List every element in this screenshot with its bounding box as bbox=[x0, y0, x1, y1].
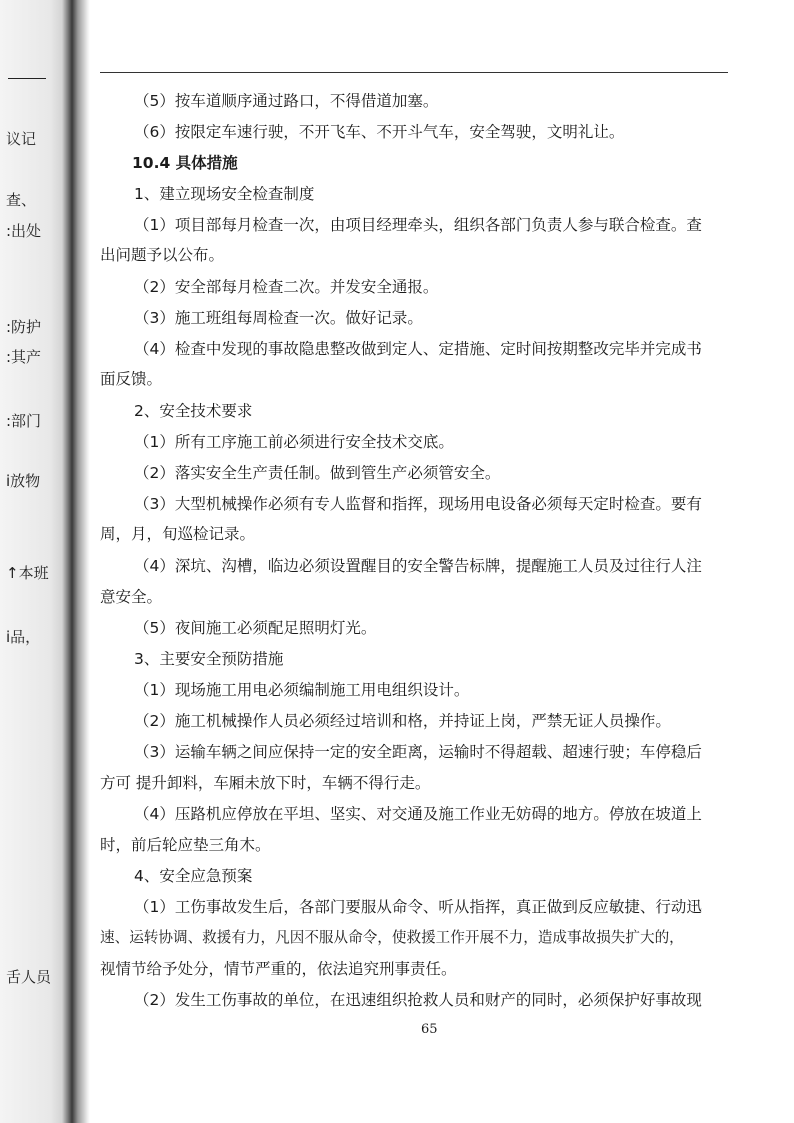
body-text-line: （1）现场施工用电必须编制施工用电组织设计。 bbox=[134, 681, 470, 699]
left-page-rule bbox=[8, 78, 46, 79]
subsection-heading: 1、建立现场安全检查制度 bbox=[134, 185, 315, 203]
body-text-line: （1）项目部每月检查一次，由项目经理牵头，组织各部门负责人参与联合检查。查 bbox=[134, 216, 702, 234]
body-text-line: （3）运输车辆之间应保持一定的安全距离，运输时不得超载、超速行驶；车停稳后 bbox=[134, 743, 702, 761]
body-text-line: （5）夜间施工必须配足照明灯光。 bbox=[134, 619, 377, 637]
body-text-line: （3）施工班组每周检查一次。做好记录。 bbox=[134, 309, 423, 327]
body-text-line: 出问题予以公布。 bbox=[100, 246, 225, 264]
header-rule bbox=[100, 72, 728, 73]
margin-fragment: :出处 bbox=[6, 222, 42, 240]
body-text-line: （4）压路机应停放在平坦、坚实、对交通及施工作业无妨碍的地方。停放在坡道上 bbox=[134, 805, 702, 823]
margin-fragment: i放物 bbox=[6, 472, 41, 490]
body-text-line: （1）工伤事故发生后，各部门要服从命令、听从指挥，真正做到反应敏捷、行动迅 bbox=[134, 898, 702, 916]
body-text-line: （2）落实安全生产责任制。做到管生产必须管安全。 bbox=[134, 464, 501, 482]
body-text-line: （1）所有工序施工前必须进行安全技术交底。 bbox=[134, 433, 454, 451]
body-text-line: （3）大型机械操作必须有专人监督和指挥，现场用电设备必须每天定时检查。要有 bbox=[134, 495, 702, 513]
margin-fragment: 议记 bbox=[6, 130, 37, 148]
margin-fragment: 舌人员 bbox=[6, 968, 52, 986]
body-text-line: （5）按车道顺序通过路口，不得借道加塞。 bbox=[134, 92, 439, 110]
subsection-heading: 3、主要安全预防措施 bbox=[134, 650, 284, 668]
body-text-line: 时，前后轮应垫三角木。 bbox=[100, 836, 271, 854]
body-text-line: 意安全。 bbox=[100, 588, 163, 606]
subsection-heading: 4、安全应急预案 bbox=[134, 867, 253, 885]
body-text-line: （2）安全部每月检查二次。并发安全通报。 bbox=[134, 278, 439, 296]
margin-fragment: :防护 bbox=[6, 318, 42, 336]
margin-fragment: ↑本班 bbox=[6, 564, 49, 582]
body-text-line: 周，月，旬巡检记录。 bbox=[100, 525, 256, 543]
body-text-line: （2）施工机械操作人员必须经过培训和格，并持证上岗，严禁无证人员操作。 bbox=[134, 712, 671, 730]
body-text-line: 速、运转协调、救援有力，凡因不服从命令，使救援工作开展不力，造成事故损失扩大的， bbox=[100, 929, 684, 946]
page-number: 65 bbox=[421, 1022, 438, 1037]
margin-fragment: i品， bbox=[6, 628, 41, 646]
body-text-line: （4）检查中发现的事故隐患整改做到定人、定措施、定时间按期整改完毕并完成书 bbox=[134, 340, 702, 358]
margin-fragment: :部门 bbox=[6, 412, 42, 430]
section-heading: 10.4 具体措施 bbox=[132, 154, 238, 172]
body-text-line: （2）发生工伤事故的单位，在迅速组织抢救人员和财产的同时，必须保护好事故现 bbox=[134, 991, 702, 1009]
body-text-line: 面反馈。 bbox=[100, 370, 163, 388]
body-text-line: （4）深坑、沟槽，临边必须设置醒目的安全警告标牌，提醒施工人员及过往行人注 bbox=[134, 557, 702, 575]
margin-fragment: :其产 bbox=[6, 348, 42, 366]
subsection-heading: 2、安全技术要求 bbox=[134, 402, 253, 420]
body-text-line: 视情节给予处分，情节严重的，依法追究刑事责任。 bbox=[100, 960, 457, 978]
margin-fragment: 查、 bbox=[6, 191, 37, 209]
body-text-line: 方可 提升卸料，车厢未放下时，车辆不得行走。 bbox=[100, 774, 431, 792]
body-text-line: （6）按限定车速行驶，不开飞车、不开斗气车，安全驾驶，文明礼让。 bbox=[134, 123, 625, 141]
